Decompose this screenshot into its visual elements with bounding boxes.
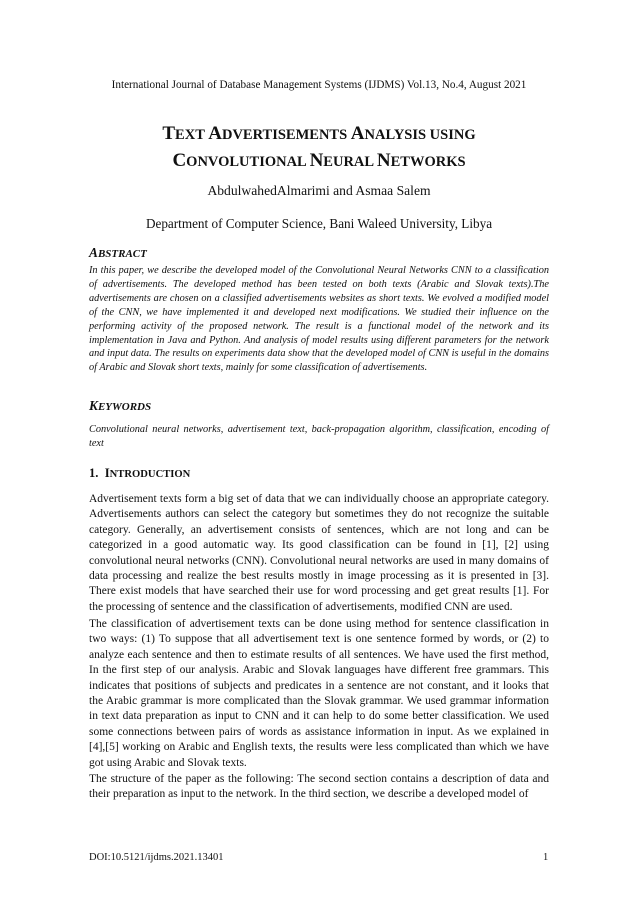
title-line-1: TEXT ADVERTISEMENTS ANALYSIS USING (162, 123, 476, 144)
paper-title (0, 121, 638, 175)
abstract-heading: ABSTRACT (89, 245, 147, 260)
authors: AbdulwahedAlmarimi and Asmaa Salem (207, 183, 431, 198)
page-number: 1 (543, 852, 549, 863)
intro-paragraph-3: The structure of the paper as the following: The second section contains a description of data and their preparation as input to the network. In the third section, we describe a developed model of (89, 773, 549, 801)
footer-doi[interactable]: DOI:10.5121/ijdms.2021.13401 (89, 852, 224, 863)
journal-header: International Journal of Database Management Systems (IJDMS) Vol.13, No.4, August 2021 (111, 79, 527, 91)
intro-paragraph-2: The classification of advertisement texts can be done using method for sentence classification in two ways: (1) To suppose that all advertisement text is one sentence formed by words, or (2) to analyze each sentence and then to estimate results of all sentences. We have used the first method, In the first step of our analysis. Arabic and Slovak languages have different free grammars. This indicates that positions of subjects and predicates in a sentence are not constant, and it looks that the Arabic grammar is more complicated than the Slovak grammar. We used grammar information in text data preparation as input to CNN and it can help to do some better classification. We used some connections between pairs of words as assistance information in input. As we explained in [4],[5] working on Arabic and English texts, the results were less complicated than which we have got using Arabic and Slovak texts. (89, 618, 549, 769)
intro-paragraph-1: Advertisement texts form a big set of data that we can individually choose an appropriate category. Advertisements authors can select the category but sometimes they do not recognize the suitable category. Generally, an advertisement consists of sentences, which are not long and can be categorized in a good automatic way. Its good classification can be found in [1], [2] using convolutional neural networks (CNN). Convolutional neural networks are used in many domains of data processing and realize the best results mostly in image processing as it is presented in [3]. There exist models that have searched their use for word processing and get great results [1]. For the processing of sentence and the classification of advertisements, modified CNN are used. (89, 493, 549, 613)
title-line-2: CONVOLUTIONAL NEURAL NETWORKS (172, 150, 466, 171)
affiliation: Department of Computer Science, Bani Waleed University, Libya (145, 216, 493, 231)
keywords-text: Convolutional neural networks, advertisement text, back-propagation algorithm, classification, encoding of text (89, 424, 549, 449)
keywords-heading: KEYWORDS (89, 398, 152, 413)
introduction-heading: 1. INTRODUCTION (89, 466, 191, 480)
abstract-text: In this paper, we describe the developed model of the Convolutional Neural Networks CNN to a classification of advertisements. The developed method has been tested on both texts (Arabic and Slovak texts).The advertisements are chosen on a classified advertisements websites as short texts. We evolved a modified model of the CNN, we have implemented it and developed next modifications. We studied their influence on the performing activity of the proposed network. The result is a functional model of the network and its implementation in Java and Python. And analysis of model results using different parameters for the network and input data. The results on experiments data show that the developed model of CNN is useful in the domains of Arabic and Slovak short texts, mainly for some classification of advertisements. (89, 265, 549, 374)
